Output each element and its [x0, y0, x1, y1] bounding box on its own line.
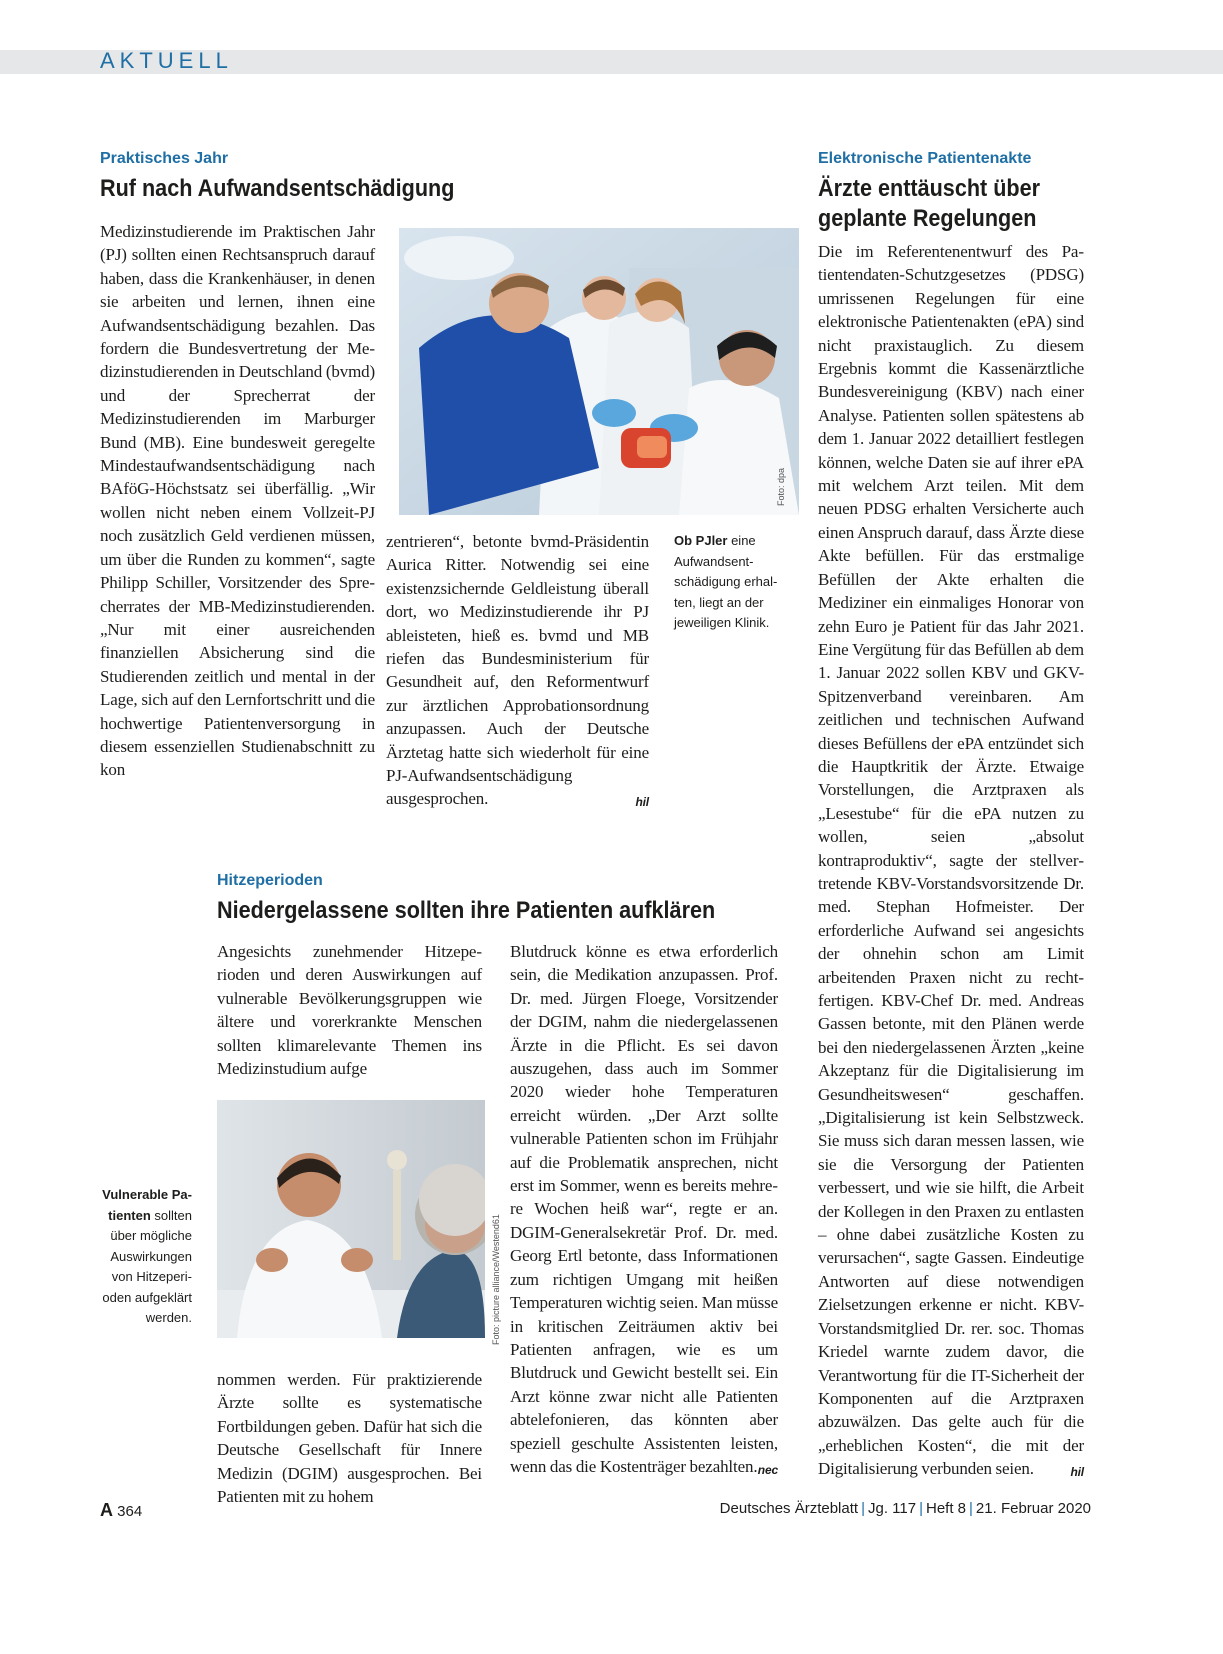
article3-author: nec: [757, 1462, 778, 1477]
journal-info: [720, 1500, 1091, 1517]
article1-column-1: [100, 220, 375, 782]
article1-column-2-text: [386, 530, 649, 811]
article3-column-2: [510, 940, 778, 1482]
journal-volume: Jg. 117: [867, 1500, 917, 1517]
article3-column-1-bottom-text: nommen werden. Für praktizierende Ärzte sollte es systematische Fortbildungen geben. Dafür hat sich die Deutsche Gesellschaft für Innere Medizin (DGIM) ausgesprochen. Bei Patienten mit zu hohem: [217, 1370, 482, 1507]
article1-headline: Ruf nach Aufwandsentschädigung: [100, 175, 455, 202]
article1-photo: [399, 228, 799, 515]
article1-author: hil: [635, 795, 649, 810]
page-number: [100, 1500, 142, 1521]
article3-photo: [217, 1100, 485, 1338]
article1-column-1-text: Medizinstudierende im Praktischen Jahr (PJ) sollten einen Rechtsanspruch darauf haben, dass die Krankenhäuser, in denen sie arbeiten und lernen, ihnen eine Aufwandsentschädigung bezahlen. Das fordern die Bundesvertretung der Medizinstudierenden in Deutschland (bvmd) und der Sprecherrat der Medizinstudierenden im Marburger Bund (MB). Eine bundesweit geregelte Mindestaufwandsentschädigung nach BAföG-Höchstsatz sei überfällig. „Wir wollen nicht neben einem Vollzeit-PJ noch zusätzlich Geld verdienen müssen, um über die Runden zu kommen“, sagte Philipp Schiller, Vorsitzender des Sprecherrates der MB-Medizinstudierenden. „Nur mit einer ausreichenden finanziellen Absicherung sind die Studierenden zeitlich und mental in der Lage, sich auf den Lernfortschritt und die hochwertige Patientenversorgung in diesem essenziellen Studienabschnitt zu kon: [100, 222, 375, 780]
article2-headline: [818, 174, 1088, 234]
article3-caption-lead: Vulnerable Patienten: [102, 1187, 192, 1223]
article1-kicker: Praktisches Jahr: [100, 150, 229, 167]
page-number-value: 364: [117, 1503, 143, 1520]
article2-headline-line-2: geplante Regelungen: [818, 205, 1037, 232]
article3-kicker: Hitzeperioden: [217, 872, 323, 889]
article3-column-1-top: [217, 940, 482, 1080]
divider: |: [861, 1500, 865, 1517]
article2-author: hil: [1070, 1465, 1084, 1480]
journal-name: Deutsches Ärzteblatt: [719, 1500, 859, 1517]
article1-photo-credit: Foto: dpa: [776, 467, 786, 506]
article1-caption-text: eine Aufwandsentschädigung erhalten, liegt an der jeweiligen Klinik.: [674, 533, 778, 630]
article3-photo-credit: Foto: picture alliance/Westend61: [491, 1214, 501, 1345]
divider: |: [919, 1500, 923, 1517]
article3-column-2-body: Blutdruck könne es etwa erforderlich sein, die Medikation anzupassen. Prof. Dr. med. Jürgen Floege, Vorsitzender der DGIM, nahm die niedergelassenen Ärzte in die Pflicht. Es sei davon auszugehen, dass auch im Sommer 2020 wieder hohe Temperaturen erreicht würden. „Der Arzt sollte vulnerable Patienten schon im Frühjahr auf die Problematik ansprechen, nicht erst im Sommer, wenn es bereits mehrere Wochen heiß war“, regte er an. DGIM-Generalsekretär Prof. Dr. med. Georg Ertl betonte, dass Informationen zum richtigen Umgang mit heißen Temperaturen wichtig seien. Man müsse in kritischen Zeiträumen aktiv bei Patienten anfragen, wie es um Blutdruck und Gewicht bestellt sei. Ein Arzt könne zwar nicht alle Patienten abtelefonieren, das könnten aber speziell geschulte Assistenten leisten, wenn das die Kostenträger bezahlten.: [510, 942, 778, 1476]
article3-column-2-text: [510, 940, 778, 1478]
article2-kicker: Elektronische Patientenakte: [818, 150, 1032, 167]
article3-column-1-bottom: [217, 1368, 482, 1508]
journal-date: 21. Februar 2020: [975, 1500, 1091, 1517]
article3-caption: [96, 1185, 192, 1329]
divider: |: [969, 1500, 973, 1517]
article3-caption-text: sollten über mögliche Auswirkungen von Hitzeperioden aufgeklärt werden.: [102, 1207, 192, 1325]
article2-text: [818, 240, 1084, 1481]
article1-caption-lead: Ob PJler: [674, 533, 728, 548]
article1-caption: [674, 531, 786, 634]
article2-body: Die im Referentenentwurf des Patientendaten-Schutzgesetzes (PDSG) umrissenen Regelungen für eine elektronische Patientenakten (ePA) sind nicht praxistauglich. Zu diesem Ergebnis kommt die Kassenärztliche Bundesvereinigung (KBV) nach einer Analyse. Patienten sollen spätestens ab dem 1. Januar 2022 detailliert festlegen können, welche Daten sie auf ihrer ePA mit welchem Arzt teilen. Mit dem neuen PDSG erhalten Versicherte auch einen Anspruch darauf, dass Ärzte diese Akte befüllen. Für das erstmalige Befüllen der Akte erhalten die Mediziner ein einmaliges Honorar von zehn Euro je Patient für das Jahr 2021. Eine Vergütung für das Befüllen ab dem 1. Januar 2022 sollen KBV und GKV-Spitzenverband vereinbaren. Am zeitlichen und technischen Aufwand dieses Befüllens der ePA entzündet sich die Hauptkritik der Ärzte. Etwaige Vorstellungen, die Arztpraxen als „Lesestube“ für die ePA nutzen zu wollen, seien „absolut kontraproduktiv“, sagte der stellvertretende KBV-Vorstandsvorsitzende Dr. med. Stephan Hofmeister. Der erforderliche Aufwand sei angesichts der ohnehin schon am Limit arbeitenden Praxen nicht zu rechtfertigen. KBV-Chef Dr. med. Andreas Gassen betonte, mit den Plänen werde bei den niedergelassenen Ärzten „keine Akzeptanz für die Digitalisierung im Gesundheitswesen“ geschaffen. „Digitalisierung ist kein Selbstzweck. Sie muss sich daran messen lassen, wie sie die Versorgung der Patienten verbessert, und wie sie hilft, die Arbeit der Kollegen in den Praxen zu entlasten – ohne dabei zusätzliche Kosten zu verursachen“, sagte Gassen. Eindeutige Antworten auf diese notwendigen Zielsetzungen erkenne er nicht. KBV-Vorstandsmitglied Dr. rer. soc. Thomas Kriedel warnte zudem davor, die Verantwortung für die IT-Sicherheit der Komponenten auf die Arztpraxen abzuwälzen. Das gelte auch für die „erheblichen Kosten“, die mit der Digitalisierung verbunden seien.: [818, 242, 1084, 1479]
article3-column-1-top-text: Angesichts zunehmender Hitzeperioden und deren Auswirkungen auf vulnerable Bevölkerungsgruppen wie ältere und vorerkrankte Menschen sollten klimarelevante Themen ins Medizinstudium aufge: [217, 942, 482, 1079]
article1-column-2: [386, 530, 649, 815]
section-label: AKTUELL: [100, 48, 233, 73]
journal-issue: Heft 8: [925, 1500, 967, 1517]
article2-column: [818, 240, 1084, 1485]
article2-headline-line-1: Ärzte enttäuscht über: [818, 175, 1041, 202]
article1-column-2-body: zentrieren“, betonte bvmd-Präsidentin Aurica Ritter. Notwendig sei eine existenzsichernde Geldleistung überall dort, wo Medizinstudierende ihr PJ ableisteten, hieß es. bvmd und MB riefen das Bundesministerium für Gesundheit auf, den Reformentwurf zur ärztlichen Approbationsordnung anzupassen. Auch der Deutsche Ärztetag hatte sich wiederholt für eine PJ-Aufwandsentschädigung ausgesprochen.: [386, 532, 649, 809]
article3-headline: Niedergelassene sollten ihre Patienten aufklären: [217, 897, 716, 924]
page-prefix: A: [100, 1500, 113, 1520]
